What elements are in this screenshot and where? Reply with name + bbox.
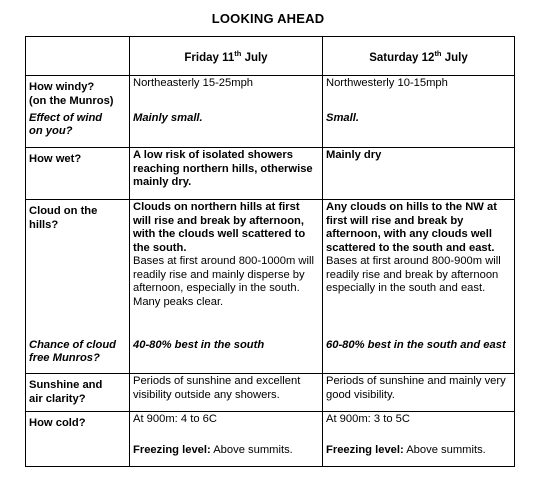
row-wet — [26, 148, 515, 200]
cell-sunshine-saturday: Periods of sunshine and mainly very good visibility. — [323, 374, 515, 412]
cell-wet-friday: A low risk of isolated showers reaching northern hills, otherwise mainly dry. — [130, 148, 323, 200]
cell-windy-friday: Northeasterly 15-25mph — [130, 76, 323, 111]
cell-windy-saturday: Northwesterly 10-15mph — [323, 76, 515, 111]
cold-saturday-temp: At 900m: 3 to 5C — [326, 413, 410, 425]
cell-wet-saturday: Mainly dry — [323, 148, 515, 200]
row-cold — [26, 412, 515, 467]
cell-cold-saturday — [323, 412, 515, 467]
cold-saturday-freezing: Freezing level: Above summits. — [326, 443, 486, 456]
cloud-saturday-summary: Any clouds on hills to the NW at first will rise and break by afternoon, with any clouds well scattered to the south and east. — [326, 201, 497, 254]
cell-cloud-saturday — [323, 200, 515, 338]
cold-friday-freezing: Freezing level: Above summits. — [133, 443, 293, 456]
label-sunshine-clarity: Sunshine and air clarity? — [26, 374, 130, 412]
cold-friday-temp: At 900m: 4 to 6C — [133, 413, 217, 425]
cell-effect-friday: Mainly small. — [130, 111, 323, 148]
label-effect-of-wind: Effect of wind on you? — [26, 111, 130, 148]
cell-effect-saturday: Small. — [323, 111, 515, 148]
header-empty-cell — [26, 37, 130, 76]
cell-cold-friday — [130, 412, 323, 467]
label-cloud-on-hills: Cloud on the hills? — [26, 200, 130, 338]
header-row — [26, 37, 515, 76]
row-effect — [26, 111, 515, 148]
label-how-wet: How wet? — [26, 148, 130, 200]
cell-cloud-friday — [130, 200, 323, 338]
header-friday: Friday 11th July — [130, 37, 323, 76]
cell-chance-saturday: 60-80% best in the south and east — [323, 338, 515, 374]
cell-chance-friday: 40-80% best in the south — [130, 338, 323, 374]
header-saturday: Saturday 12th July — [323, 37, 515, 76]
label-how-windy: How windy? (on the Munros) — [26, 76, 130, 111]
label-chance-cloud-free: Chance of cloud free Munros? — [26, 338, 130, 374]
row-chance — [26, 338, 515, 374]
forecast-table — [25, 36, 515, 467]
label-how-cold: How cold? — [26, 412, 130, 467]
page-title: LOOKING AHEAD — [211, 11, 325, 26]
row-windy — [26, 76, 515, 111]
cell-sunshine-friday: Periods of sunshine and excellent visibility outside any showers. — [130, 374, 323, 412]
cloud-friday-detail: Bases at first around 800-1000m will readily rise and mainly disperse by afternoon, especially in the south. Many peaks clear. — [133, 255, 314, 308]
row-cloud — [26, 200, 515, 338]
row-sunshine — [26, 374, 515, 412]
cloud-saturday-detail: Bases at first around 800-900m will readily rise and break by afternoon especially in the south and east. — [326, 255, 501, 294]
cloud-friday-summary: Clouds on northern hills at first will rise and break by afternoon, with the clouds well scattered to the south. — [133, 201, 306, 254]
